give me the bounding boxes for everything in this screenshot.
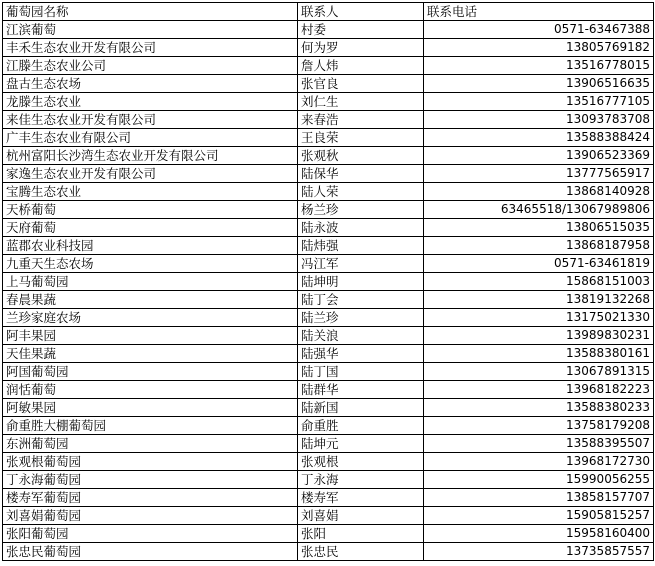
vineyard-name-cell: 阿敏果园 (3, 399, 298, 417)
table-row (3, 471, 654, 489)
contact-person-cell: 来春浩 (298, 111, 424, 129)
table-row (3, 435, 654, 453)
contact-phone-cell: 13067891315 (424, 363, 654, 381)
vineyard-name-cell: 江滨葡萄 (3, 21, 298, 39)
contact-person-cell: 陆新国 (298, 399, 424, 417)
vineyard-name-cell: 张忠民葡萄园 (3, 543, 298, 561)
table-row (3, 363, 654, 381)
vineyard-name-cell: 龙滕生态农业 (3, 93, 298, 111)
vineyard-name-cell: 广丰生态农业有限公司 (3, 129, 298, 147)
contact-person-cell: 詹人炜 (298, 57, 424, 75)
table-row (3, 165, 654, 183)
contact-person-cell: 张忠民 (298, 543, 424, 561)
table-row (3, 57, 654, 75)
vineyard-name-cell: 天桥葡萄 (3, 201, 298, 219)
table-row (3, 381, 654, 399)
vineyard-name-cell: 刘喜娟葡萄园 (3, 507, 298, 525)
table-row (3, 309, 654, 327)
table-row (3, 219, 654, 237)
contact-person-cell: 陆永波 (298, 219, 424, 237)
contact-person-cell: 陆丁会 (298, 291, 424, 309)
contact-phone-cell: 15958160400 (424, 525, 654, 543)
contact-person-cell: 陆坤明 (298, 273, 424, 291)
contact-phone-cell: 63465518/13067989806 (424, 201, 654, 219)
contact-person-cell: 张观秋 (298, 147, 424, 165)
contact-person-cell: 陆兰珍 (298, 309, 424, 327)
contact-person-cell: 陆关浪 (298, 327, 424, 345)
vineyard-name-cell: 蓝郡农业科技园 (3, 237, 298, 255)
vineyard-name-cell: 杭州富阳长沙湾生态农业开发有限公司 (3, 147, 298, 165)
table-row (3, 147, 654, 165)
contact-person-cell: 何为罗 (298, 39, 424, 57)
vineyard-name-cell: 润恬葡萄 (3, 381, 298, 399)
contact-phone-cell: 13777565917 (424, 165, 654, 183)
table-row (3, 93, 654, 111)
contact-phone-cell: 13805769182 (424, 39, 654, 57)
vineyard-name-cell: 宝腾生态农业 (3, 183, 298, 201)
table-row (3, 237, 654, 255)
contact-person-cell: 张观根 (298, 453, 424, 471)
vineyard-name-cell: 张观根葡萄园 (3, 453, 298, 471)
header-contact-person: 联系人 (298, 3, 424, 21)
contact-phone-cell: 13758179208 (424, 417, 654, 435)
vineyard-name-cell: 东洲葡萄园 (3, 435, 298, 453)
contact-person-cell: 张阳 (298, 525, 424, 543)
contact-phone-cell: 13858157707 (424, 489, 654, 507)
contact-phone-cell: 13175021330 (424, 309, 654, 327)
vineyard-contact-table (2, 2, 654, 561)
contact-person-cell: 冯江军 (298, 255, 424, 273)
contact-person-cell: 张官良 (298, 75, 424, 93)
table-row (3, 201, 654, 219)
contact-person-cell: 刘喜娟 (298, 507, 424, 525)
contact-phone-cell: 13906523369 (424, 147, 654, 165)
table-row (3, 255, 654, 273)
contact-phone-cell: 0571-63461819 (424, 255, 654, 273)
contact-phone-cell: 13588380161 (424, 345, 654, 363)
contact-phone-cell: 13868187958 (424, 237, 654, 255)
table-row (3, 111, 654, 129)
vineyard-name-cell: 上马葡萄园 (3, 273, 298, 291)
contact-person-cell: 俞重胜 (298, 417, 424, 435)
vineyard-name-cell: 来佳生态农业开发有限公司 (3, 111, 298, 129)
vineyard-name-cell: 张阳葡萄园 (3, 525, 298, 543)
vineyard-name-cell: 兰珍家庭农场 (3, 309, 298, 327)
contact-phone-cell: 13093783708 (424, 111, 654, 129)
vineyard-name-cell: 九重天生态农场 (3, 255, 298, 273)
table-row (3, 543, 654, 561)
table-row (3, 183, 654, 201)
contact-person-cell: 王良荣 (298, 129, 424, 147)
vineyard-name-cell: 天佳果蔬 (3, 345, 298, 363)
vineyard-name-cell: 阿丰果园 (3, 327, 298, 345)
contact-phone-cell: 13806515035 (424, 219, 654, 237)
contact-person-cell: 楼寿军 (298, 489, 424, 507)
vineyard-name-cell: 天府葡萄 (3, 219, 298, 237)
table-row (3, 273, 654, 291)
contact-phone-cell: 13735857557 (424, 543, 654, 561)
table-header-row (3, 3, 654, 21)
contact-phone-cell: 13968182223 (424, 381, 654, 399)
contact-person-cell: 陆保华 (298, 165, 424, 183)
vineyard-name-cell: 丁永海葡萄园 (3, 471, 298, 489)
header-vineyard-name: 葡萄园名称 (3, 3, 298, 21)
table-row (3, 345, 654, 363)
vineyard-name-cell: 阿国葡萄园 (3, 363, 298, 381)
table-row (3, 21, 654, 39)
contact-person-cell: 丁永海 (298, 471, 424, 489)
contact-phone-cell: 13516777105 (424, 93, 654, 111)
table-row (3, 507, 654, 525)
contact-person-cell: 刘仁生 (298, 93, 424, 111)
contact-phone-cell: 0571-63467388 (424, 21, 654, 39)
contact-person-cell: 陆坤元 (298, 435, 424, 453)
vineyard-name-cell: 俞重胜大棚葡萄园 (3, 417, 298, 435)
table-body (3, 3, 654, 561)
contact-phone-cell: 15868151003 (424, 273, 654, 291)
header-contact-phone: 联系电话 (424, 3, 654, 21)
contact-phone-cell: 13516778015 (424, 57, 654, 75)
contact-person-cell: 陆丁国 (298, 363, 424, 381)
table-row (3, 525, 654, 543)
table-row (3, 453, 654, 471)
contact-person-cell: 杨兰珍 (298, 201, 424, 219)
vineyard-name-cell: 丰禾生态农业开发有限公司 (3, 39, 298, 57)
vineyard-name-cell: 江滕生态农业公司 (3, 57, 298, 75)
vineyard-name-cell: 盘古生态农场 (3, 75, 298, 93)
table-row (3, 291, 654, 309)
contact-phone-cell: 13588395507 (424, 435, 654, 453)
contact-phone-cell: 13868140928 (424, 183, 654, 201)
table-row (3, 417, 654, 435)
contact-person-cell: 陆炜强 (298, 237, 424, 255)
contact-phone-cell: 13588380233 (424, 399, 654, 417)
contact-phone-cell: 13989830231 (424, 327, 654, 345)
contact-person-cell: 村委 (298, 21, 424, 39)
contact-phone-cell: 13906516635 (424, 75, 654, 93)
contact-phone-cell: 13588388424 (424, 129, 654, 147)
contact-phone-cell: 15990056255 (424, 471, 654, 489)
contact-phone-cell: 13968172730 (424, 453, 654, 471)
contact-person-cell: 陆强华 (298, 345, 424, 363)
table-row (3, 489, 654, 507)
vineyard-name-cell: 家逸生态农业开发有限公司 (3, 165, 298, 183)
table-row (3, 39, 654, 57)
contact-person-cell: 陆人荣 (298, 183, 424, 201)
vineyard-name-cell: 楼寿军葡萄园 (3, 489, 298, 507)
contact-person-cell: 陆群华 (298, 381, 424, 399)
table-row (3, 327, 654, 345)
table-row (3, 399, 654, 417)
contact-phone-cell: 15905815257 (424, 507, 654, 525)
vineyard-name-cell: 春晨果蔬 (3, 291, 298, 309)
contact-phone-cell: 13819132268 (424, 291, 654, 309)
table-row (3, 129, 654, 147)
table-row (3, 75, 654, 93)
